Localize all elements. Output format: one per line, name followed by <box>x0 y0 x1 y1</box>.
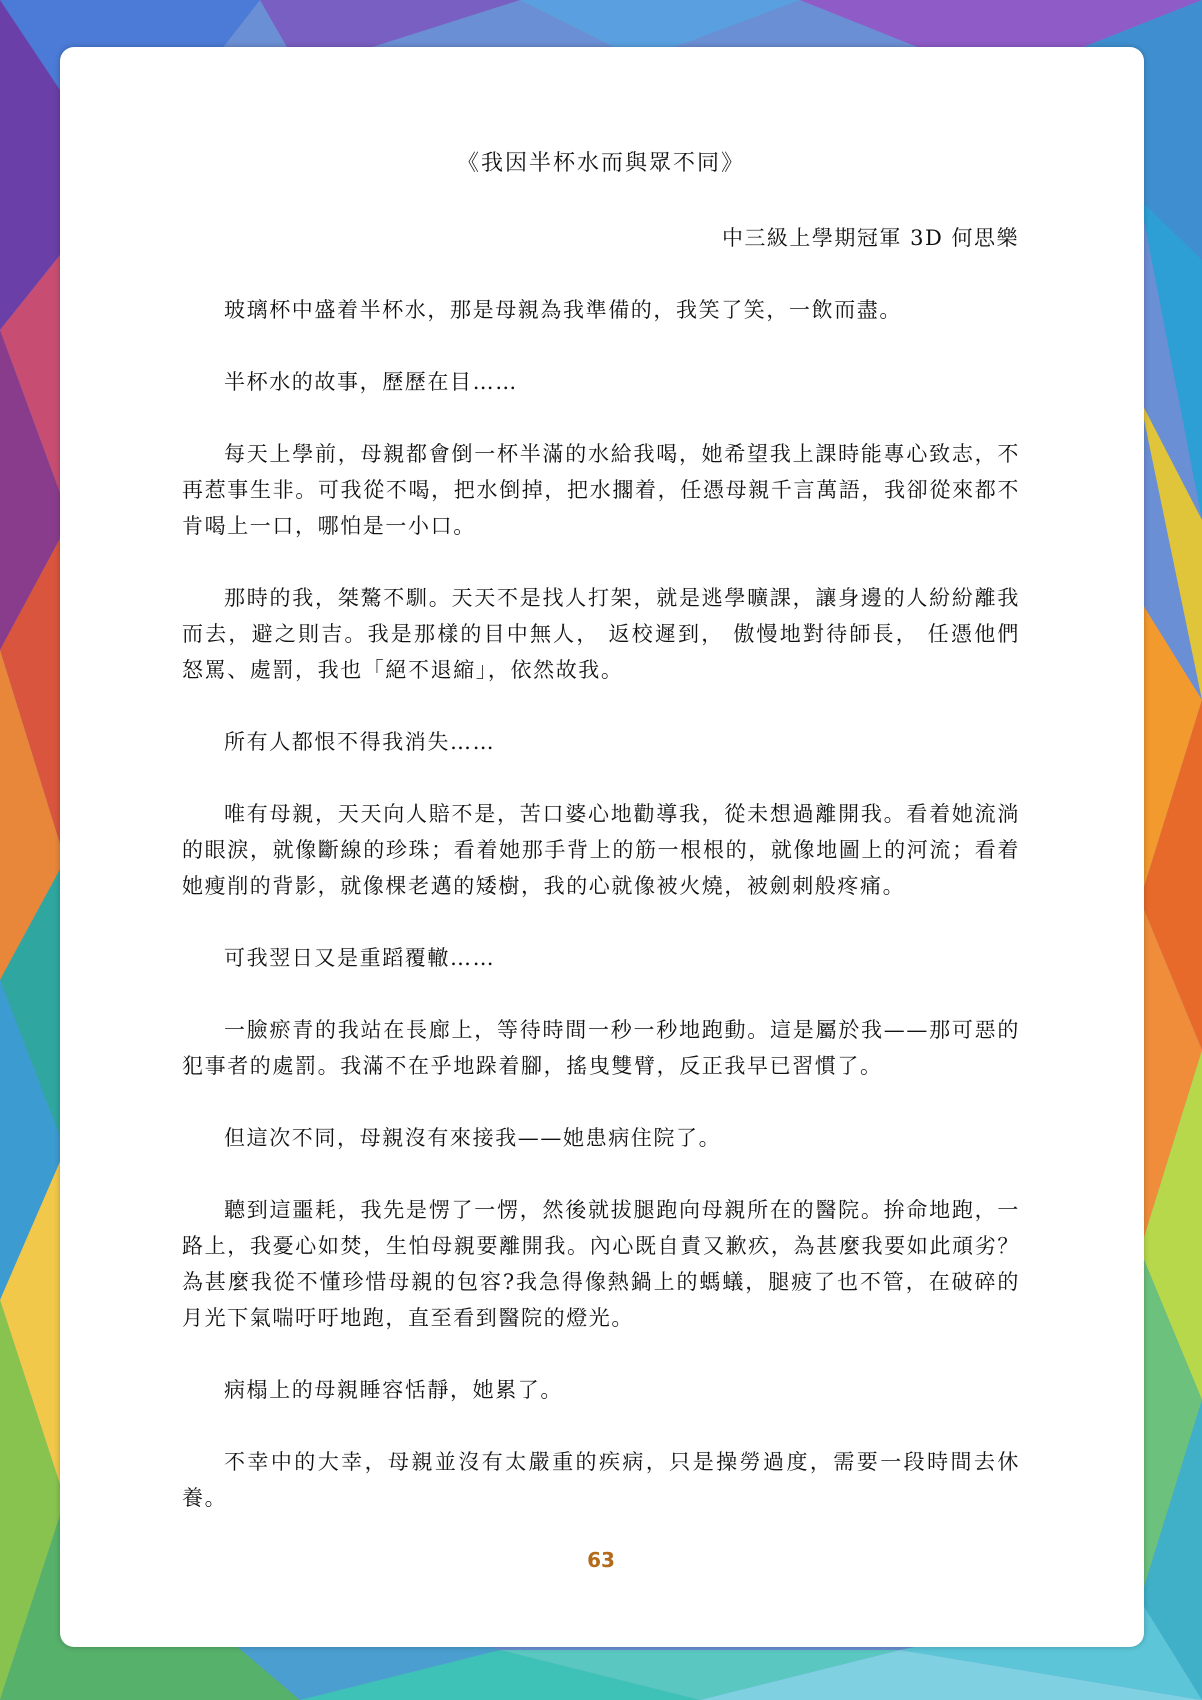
paragraph: 聽到這噩耗，我先是愣了一愣，然後就拔腿跑向母親所在的醫院。拚命地跑，一路上，我憂心如焚，生怕母親要離開我。內心既自責又歉疚，為甚麼我要如此頑劣？為甚麼我從不懂珍惜母親的包容?我急得像熱鍋上的螞蟻，腿疲了也不管，在破碎的月光下氣喘吁吁地跑，直至看到醫院的燈光。 <box>182 1198 1020 1330</box>
paragraph: 玻璃杯中盛着半杯水，那是母親為我準備的，我笑了笑，一飲而盡。 <box>224 298 902 322</box>
paragraph: 但這次不同，母親沒有來接我——她患病住院了。 <box>224 1126 722 1150</box>
essay-author-line: 中三級上學期冠軍 3D 何思樂 <box>721 226 1019 250</box>
paragraph: 每天上學前，母親都會倒一杯半滿的水給我喝，她希望我上課時能專心致志，不再惹事生非。可我從不喝，把水倒掉，把水擱着，任憑母親千言萬語，我卻從來都不肯喝上一口，哪怕是一小口。 <box>182 442 1020 538</box>
paragraph: 所有人都恨不得我消失…… <box>224 730 496 754</box>
paragraph: 唯有母親，天天向人賠不是，苦口婆心地勸導我，從未想過離開我。看着她流淌的眼淚，就像斷線的珍珠；看着她那手背上的筋一根根的，就像地圖上的河流；看着她瘦削的背影，就像棵老邁的矮樹，我的心就像被火燒，被劍刺般疼痛。 <box>182 802 1020 898</box>
paragraph: 那時的我，桀驁不馴。天天不是找人打架，就是逃學曠課，讓身邊的人紛紛離我而去，避之則吉。我是那樣的目中無人， 返校遲到， 傲慢地對待師長， 任憑他們怒罵、處罰，我也「絕不退縮」，依然故我。 <box>182 586 1020 682</box>
paragraph: 可我翌日又是重蹈覆轍…… <box>224 946 496 970</box>
paragraph: 病榻上的母親睡容恬靜，她累了。 <box>224 1378 563 1402</box>
essay-title: 《我因半杯水而與眾不同》 <box>456 151 745 176</box>
paragraph: 一臉瘀青的我站在長廊上，等待時間一秒一秒地跑動。這是屬於我——那可惡的犯事者的處罰。我滿不在乎地跺着腳，搖曳雙臂，反正我早已習慣了。 <box>182 1018 1020 1078</box>
page-number: 63 <box>587 1548 615 1572</box>
paragraph: 半杯水的故事，歷歷在目…… <box>224 370 518 394</box>
paragraph: 不幸中的大幸，母親並沒有太嚴重的疾病，只是操勞過度，需要一段時間去休養。 <box>182 1450 1020 1510</box>
